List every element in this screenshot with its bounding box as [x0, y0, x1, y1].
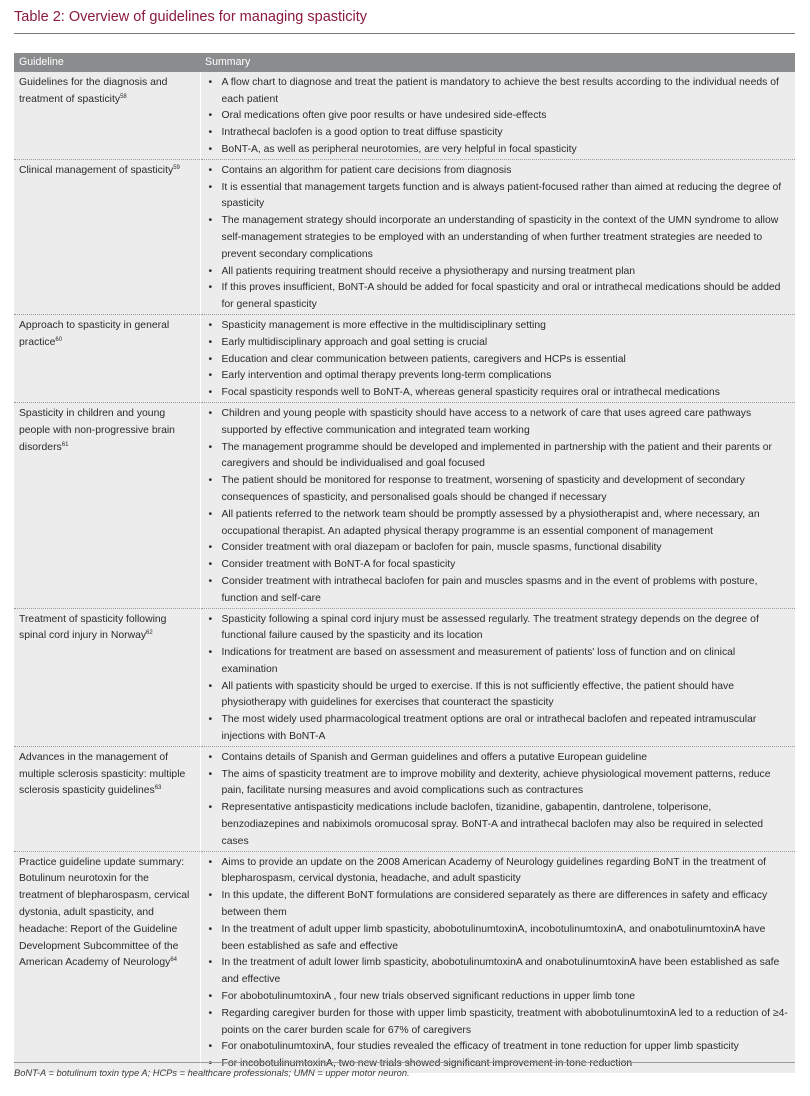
guideline-name: Advances in the management of multiple sclerosis spasticity: multiple sclerosis spasticity guidelines — [19, 751, 186, 797]
summary-item: • Intrathecal baclofen is a good option to treat diffuse spasticity — [209, 125, 791, 142]
reference-number: 62 — [146, 630, 153, 637]
summary-item: • Early intervention and optimal therapy prevents long-term complications — [209, 368, 791, 385]
summary-item: • If this proves insufficient, BoNT-A should be added for focal spasticity and oral or intrathecal medications should be added for general spasticity — [209, 280, 791, 314]
summary-cell — [200, 851, 795, 1073]
guideline-name: Treatment of spasticity following spinal cord injury in Norway — [19, 613, 167, 642]
table-body — [14, 72, 795, 1073]
reference-number: 59 — [173, 164, 180, 171]
summary-item: • Consider treatment with intrathecal baclofen for pain and muscles spasms and in the event of problems with posture, function and self-care — [209, 574, 791, 608]
table-row — [14, 608, 795, 746]
summary-item: • The patient should be monitored for response to treatment, worsening of spasticity and development of secondary consequences of spasticity, and personalised goals should be changed if necessary — [209, 473, 791, 507]
summary-list — [209, 75, 791, 159]
guideline-cell — [14, 159, 200, 314]
column-header-guideline: Guideline — [14, 53, 200, 72]
summary-list — [209, 318, 791, 402]
table-row — [14, 402, 795, 608]
summary-cell — [200, 159, 795, 314]
guideline-cell — [14, 608, 200, 746]
summary-cell — [200, 746, 795, 851]
reference-number: 58 — [120, 93, 127, 100]
summary-item: • Indications for treatment are based on assessment and measurement of patients' loss of function and on clinical examination — [209, 645, 791, 679]
summary-item: • BoNT-A, as well as peripheral neurotomies, are very helpful in focal spasticity — [209, 142, 791, 159]
table-row — [14, 159, 795, 314]
summary-cell — [200, 608, 795, 746]
summary-item: • The management strategy should incorporate an understanding of spasticity in the context of the UMN syndrome to allow self-management strategies to be employed with an understanding of when further treatment strategies are needed to prevent secondary complications — [209, 213, 791, 263]
table-bottom-divider — [14, 1062, 795, 1063]
summary-item: • Focal spasticity responds well to BoNT-A, whereas general spasticity requires oral or intrathecal medications — [209, 385, 791, 402]
table-header-row — [14, 53, 795, 72]
guideline-cell — [14, 314, 200, 402]
summary-list — [209, 163, 791, 314]
table-row — [14, 314, 795, 402]
summary-item: • All patients referred to the network team should be promptly assessed by a physiotherapist and, where necessary, an occupational therapist. An adapted physical therapy programme is an essential component of management — [209, 507, 791, 541]
summary-item: • For incobotulinumtoxinA, two new trials showed significant improvement in tone reduction — [209, 1056, 791, 1073]
table-footnote: BoNT-A = botulinum toxin type A; HCPs = healthcare professionals; UMN = upper motor neuron. — [14, 1068, 410, 1078]
summary-item: • Consider treatment with BoNT-A for focal spasticity — [209, 557, 791, 574]
guideline-cell — [14, 746, 200, 851]
summary-item: • All patients requiring treatment should receive a physiotherapy and nursing treatment plan — [209, 264, 791, 281]
table-row — [14, 746, 795, 851]
summary-item: • The aims of spasticity treatment are to improve mobility and dexterity, achieve physiological movement patterns, reduce pain, facilitate nursing measures and avoid complications such as contractures — [209, 767, 791, 801]
reference-number: 64 — [170, 957, 178, 964]
summary-item: • Contains an algorithm for patient care decisions from diagnosis — [209, 163, 791, 180]
summary-cell — [200, 72, 795, 159]
guideline-cell — [14, 402, 200, 608]
reference-number: 61 — [61, 441, 69, 448]
guideline-cell — [14, 851, 200, 1073]
summary-item: • Education and clear communication between patients, caregivers and HCPs is essential — [209, 352, 791, 369]
guideline-name: Clinical management of spasticity — [19, 164, 174, 176]
summary-item: • Spasticity following a spinal cord injury must be assessed regularly. The treatment strategy depends on the degree of functional failure caused by the spasticity and its location — [209, 612, 791, 646]
summary-item: • Children and young people with spasticity should have access to a network of care that uses agreed care pathways supported by effective communication and integrated team working — [209, 406, 791, 440]
summary-item: • Aims to provide an update on the 2008 American Academy of Neurology guidelines regarding BoNT in the treatment of blepharospasm, cervical dystonia, headache, and adult spasticity — [209, 855, 791, 889]
summary-item: • In this update, the different BoNT formulations are considered separately as there are differences in safety and efficacy between them — [209, 888, 791, 922]
column-header-summary: Summary — [200, 53, 795, 72]
summary-item: • In the treatment of adult upper limb spasticity, abobotulinumtoxinA, incobotulinumtoxinA, and onabotulinumtoxinA have been established as safe and effective — [209, 922, 791, 956]
summary-item: • Oral medications often give poor results or have undesired side-effects — [209, 108, 791, 125]
summary-item: • Consider treatment with oral diazepam or baclofen for pain, muscle spasms, functional disability — [209, 540, 791, 557]
reference-number: 63 — [154, 785, 162, 792]
guidelines-table — [14, 53, 795, 1073]
table-title: Table 2: Overview of guidelines for managing spasticity — [14, 9, 368, 25]
summary-item: • Contains details of Spanish and German guidelines and offers a putative European guideline — [209, 750, 791, 767]
summary-list — [209, 750, 791, 851]
summary-item: • Regarding caregiver burden for those with upper limb spasticity, treatment with abobotulinumtoxinA led to a reduction of ≥4-points on the carer burden scale for 67% of caregivers — [209, 1006, 791, 1040]
summary-item: • All patients with spasticity should be urged to exercise. If this is not sufficiently effective, the patient should have physiotherapy with guidelines for exercises that counteract the spasticity — [209, 679, 791, 713]
table-row — [14, 851, 795, 1073]
guideline-name: Practice guideline update summary: Botulinum neurotoxin for the treatment of blepharospasm, cervical dystonia, adult spasticity, and headache: Report of the Guideline Development Subcommittee of the American Academy of Neurology — [19, 856, 190, 969]
guideline-name: Spasticity in children and young people with non-progressive brain disorders — [19, 407, 175, 453]
summary-cell — [200, 402, 795, 608]
summary-item: • Early multidisciplinary approach and goal setting is crucial — [209, 335, 791, 352]
summary-item: • For abobotulinumtoxinA , four new trials observed significant reductions in upper limb tone — [209, 989, 791, 1006]
summary-item: • It is essential that management targets function and is always patient-focused rather than aimed at reducing the degree of spasticity — [209, 180, 791, 214]
summary-item: • The most widely used pharmacological treatment options are oral or intrathecal baclofen and repeated intramuscular injections with BoNT-A — [209, 712, 791, 746]
table-row — [14, 72, 795, 159]
reference-number: 60 — [55, 336, 63, 343]
summary-item: • Representative antispasticity medications include baclofen, tizanidine, gabapentin, dantrolene, tolperisone, benzodiazepines and nabiximols oromucosal spray. BoNT-A and intrathecal baclofen may also be required in selected cases — [209, 800, 791, 850]
summary-list — [209, 855, 791, 1073]
summary-list — [209, 612, 791, 746]
guideline-name: Guidelines for the diagnosis and treatment of spasticity — [19, 76, 168, 105]
summary-item: • The management programme should be developed and implemented in partnership with the patient and their parents or caregivers and should be individualised and goal focused — [209, 440, 791, 474]
summary-item: • Spasticity management is more effective in the multidisciplinary setting — [209, 318, 791, 335]
summary-list — [209, 406, 791, 608]
summary-item: • A flow chart to diagnose and treat the patient is mandatory to achieve the best results according to the individual needs of each patient — [209, 75, 791, 109]
summary-item: • In the treatment of adult lower limb spasticity, abobotulinumtoxinA and onabotulinumtoxinA have been established as safe and effective — [209, 955, 791, 989]
summary-item: • For onabotulinumtoxinA, four studies revealed the efficacy of treatment in tone reduction for upper limb spasticity — [209, 1039, 791, 1056]
guideline-name: Approach to spasticity in general practice — [19, 319, 170, 348]
guideline-cell — [14, 72, 200, 159]
summary-cell — [200, 314, 795, 402]
title-divider — [14, 33, 795, 34]
